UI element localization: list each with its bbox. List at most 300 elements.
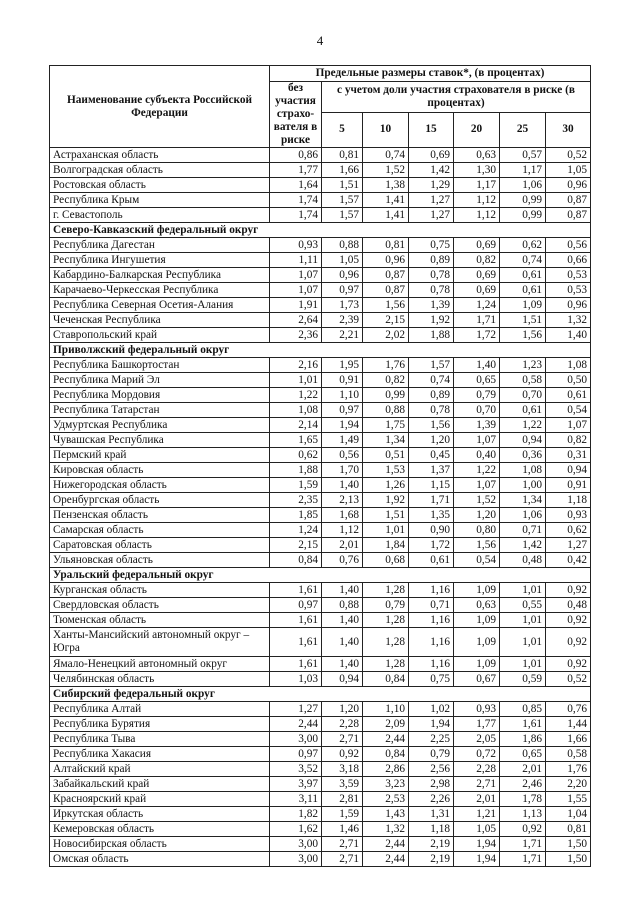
rate-value: 0,74 [363,148,409,163]
rate-value: 0,93 [546,508,591,523]
rate-value: 3,00 [270,732,322,747]
rate-value: 0,88 [322,598,363,613]
table-row [50,148,591,163]
rate-value: 0,36 [500,448,546,463]
rate-value: 0,93 [270,238,322,253]
region-name: Чеченская Республика [50,313,270,328]
table-row [50,672,591,687]
region-name: Пензенская область [50,508,270,523]
rate-value: 1,28 [363,613,409,628]
rate-value: 0,69 [454,283,500,298]
table-row [50,193,591,208]
region-name: Кемеровская область [50,822,270,837]
rate-value: 2,98 [409,777,454,792]
table-row [50,268,591,283]
rate-value: 0,59 [500,672,546,687]
rate-value: 0,58 [500,373,546,388]
rate-value: 1,28 [363,657,409,672]
rate-value: 1,09 [454,583,500,598]
rate-value: 2,20 [546,777,591,792]
district-name: Сибирский федеральный округ [50,687,591,702]
rate-value: 2,01 [500,762,546,777]
rate-value: 1,61 [270,613,322,628]
rate-value: 0,40 [454,448,500,463]
rate-value: 1,16 [409,583,454,598]
rate-value: 0,58 [546,747,591,762]
rate-value: 2,01 [454,792,500,807]
rate-value: 2,16 [270,358,322,373]
table-row [50,238,591,253]
rate-value: 0,92 [546,628,591,657]
region-name: Республика Башкортостан [50,358,270,373]
rate-value: 1,72 [409,538,454,553]
rate-value: 0,71 [409,598,454,613]
table-row [50,178,591,193]
rate-value: 1,61 [500,717,546,732]
rate-value: 1,22 [270,388,322,403]
rate-value: 1,12 [322,523,363,538]
header-pct: 25 [500,112,546,147]
header-pct: 10 [363,112,409,147]
table-row [50,433,591,448]
header-with-participation: с учетом доли участия страхователя в риске (в процентах) [322,82,591,113]
region-name: Нижегородская область [50,478,270,493]
region-name: Забайкальский край [50,777,270,792]
rate-value: 1,46 [322,822,363,837]
rate-value: 1,10 [322,388,363,403]
rate-value: 2,44 [363,732,409,747]
region-name: Республика Крым [50,193,270,208]
rate-value: 1,01 [500,613,546,628]
rate-value: 1,04 [546,807,591,822]
rate-value: 0,78 [409,283,454,298]
table-row [50,538,591,553]
table-row [50,852,591,867]
rate-value: 1,94 [454,852,500,867]
rate-value: 1,88 [409,328,454,343]
rate-value: 0,63 [454,598,500,613]
rate-value: 0,52 [546,148,591,163]
rate-value: 1,06 [500,508,546,523]
rate-value: 0,75 [409,238,454,253]
rate-value: 2,71 [454,777,500,792]
rate-value: 1,64 [270,178,322,193]
rate-value: 1,56 [363,298,409,313]
district-name: Уральский федеральный округ [50,568,591,583]
rate-value: 1,05 [322,253,363,268]
region-name: Республика Хакасия [50,747,270,762]
rate-value: 1,05 [454,822,500,837]
rate-value: 1,43 [363,807,409,822]
region-name: Новосибирская область [50,837,270,852]
region-name: Республика Северная Осетия-Алания [50,298,270,313]
rate-value: 0,48 [546,598,591,613]
rate-value: 1,72 [454,328,500,343]
rate-value: 1,40 [322,628,363,657]
rate-value: 1,17 [500,163,546,178]
rate-value: 1,71 [454,313,500,328]
rate-value: 1,70 [322,463,363,478]
rate-value: 0,68 [363,553,409,568]
region-name: Удмуртская Республика [50,418,270,433]
region-name: Республика Татарстан [50,403,270,418]
rate-value: 0,96 [322,268,363,283]
rate-value: 1,41 [363,208,409,223]
rate-value: 2,14 [270,418,322,433]
table-row [50,328,591,343]
rate-value: 1,84 [363,538,409,553]
region-name: Ханты-Мансийский автономный округ – Югра [50,628,270,657]
rate-value: 0,81 [363,238,409,253]
rate-value: 3,00 [270,837,322,852]
rate-value: 0,93 [454,702,500,717]
rate-value: 1,39 [409,298,454,313]
rate-value: 0,81 [322,148,363,163]
rate-value: 0,97 [322,283,363,298]
table-row [50,598,591,613]
rate-value: 2,15 [270,538,322,553]
table-row [50,777,591,792]
rate-value: 2,01 [322,538,363,553]
rate-value: 0,52 [546,672,591,687]
table-row [50,583,591,598]
rate-value: 1,16 [409,628,454,657]
table-row [50,478,591,493]
rate-value: 1,09 [454,613,500,628]
rate-value: 0,87 [546,193,591,208]
rate-value: 1,31 [409,807,454,822]
rate-value: 2,26 [409,792,454,807]
rate-value: 1,12 [454,208,500,223]
region-name: Астраханская область [50,148,270,163]
rate-value: 0,62 [546,523,591,538]
rate-value: 1,56 [409,418,454,433]
rate-value: 3,59 [322,777,363,792]
rate-value: 1,34 [363,433,409,448]
rate-value: 0,72 [454,747,500,762]
rate-value: 1,68 [322,508,363,523]
rate-value: 1,51 [322,178,363,193]
rate-value: 0,74 [409,373,454,388]
rate-value: 0,76 [322,553,363,568]
table-row [50,822,591,837]
region-name: Республика Алтай [50,702,270,717]
header-no-participation: без участия страхо-вателя в риске [270,82,322,148]
page-number: 4 [316,33,324,48]
rate-value: 1,85 [270,508,322,523]
rate-value: 2,09 [363,717,409,732]
table-row [50,403,591,418]
rate-value: 1,65 [270,433,322,448]
rate-value: 0,61 [500,268,546,283]
region-name: Оренбургская область [50,493,270,508]
rate-value: 1,27 [409,193,454,208]
rate-value: 2,53 [363,792,409,807]
rate-value: 1,20 [454,508,500,523]
region-name: Самарская область [50,523,270,538]
rate-value: 0,69 [454,268,500,283]
rate-value: 1,40 [322,613,363,628]
rate-value: 0,94 [500,433,546,448]
rate-value: 0,89 [409,253,454,268]
rate-value: 0,76 [546,702,591,717]
rate-value: 2,35 [270,493,322,508]
rate-value: 0,61 [500,403,546,418]
header-region-name: Наименование субъекта Российской Федерации [50,66,270,148]
rate-value: 0,70 [454,403,500,418]
table-row [50,373,591,388]
rate-value: 0,99 [500,193,546,208]
rate-value: 1,01 [500,628,546,657]
region-name: Свердловская область [50,598,270,613]
rate-value: 1,24 [454,298,500,313]
rate-value: 1,94 [322,418,363,433]
rate-value: 0,78 [409,403,454,418]
rate-value: 2,15 [363,313,409,328]
rate-value: 2,13 [322,493,363,508]
rate-value: 1,66 [546,732,591,747]
rate-value: 1,40 [546,328,591,343]
rate-value: 1,57 [322,208,363,223]
rate-value: 3,52 [270,762,322,777]
rate-value: 1,22 [500,418,546,433]
rate-value: 0,92 [546,583,591,598]
rate-value: 1,71 [409,493,454,508]
rate-value: 3,97 [270,777,322,792]
rate-value: 1,42 [500,538,546,553]
region-name: Республика Ингушетия [50,253,270,268]
rate-value: 0,61 [546,388,591,403]
rate-value: 3,00 [270,852,322,867]
rate-value: 0,97 [322,403,363,418]
rate-value: 2,71 [322,837,363,852]
table-row [50,163,591,178]
rate-value: 1,40 [322,583,363,598]
table-row [50,208,591,223]
region-name: Пермский край [50,448,270,463]
district-name: Северо-Кавказский федеральный округ [50,223,591,238]
table-row [50,448,591,463]
rate-value: 0,56 [322,448,363,463]
rate-value: 1,52 [363,163,409,178]
rate-value: 1,62 [270,822,322,837]
rate-value: 0,61 [409,553,454,568]
rate-value: 0,65 [500,747,546,762]
rate-value: 1,76 [363,358,409,373]
rate-value: 0,66 [546,253,591,268]
rate-value: 0,82 [454,253,500,268]
rate-value: 0,84 [363,672,409,687]
rate-value: 2,02 [363,328,409,343]
rate-value: 1,86 [500,732,546,747]
table-row [50,717,591,732]
table-row [50,523,591,538]
rate-value: 2,28 [322,717,363,732]
rate-value: 0,79 [409,747,454,762]
rate-value: 1,28 [363,583,409,598]
rate-value: 1,40 [322,657,363,672]
rate-value: 2,21 [322,328,363,343]
rate-value: 1,12 [454,193,500,208]
rate-value: 1,09 [454,657,500,672]
rate-value: 0,97 [270,747,322,762]
rate-value: 3,11 [270,792,322,807]
rate-value: 1,21 [454,807,500,822]
rate-value: 2,71 [322,732,363,747]
rate-value: 0,79 [454,388,500,403]
rate-value: 0,87 [546,208,591,223]
rate-value: 2,19 [409,852,454,867]
region-name: Курганская область [50,583,270,598]
rate-value: 1,27 [270,702,322,717]
district-name: Приволжский федеральный округ [50,343,591,358]
table-row [50,418,591,433]
rate-value: 2,05 [454,732,500,747]
table-row [50,493,591,508]
rate-value: 1,15 [409,478,454,493]
rate-value: 0,92 [546,657,591,672]
rate-value: 0,75 [409,672,454,687]
rate-value: 0,91 [322,373,363,388]
rate-value: 0,96 [546,298,591,313]
table-row [50,283,591,298]
rate-value: 0,99 [500,208,546,223]
rate-value: 1,88 [270,463,322,478]
rate-value: 2,44 [363,837,409,852]
rate-value: 1,08 [270,403,322,418]
rate-value: 0,69 [409,148,454,163]
table-row [50,553,591,568]
rate-value: 1,05 [546,163,591,178]
rate-value: 0,54 [454,553,500,568]
rate-value: 0,53 [546,283,591,298]
rate-value: 1,24 [270,523,322,538]
rate-value: 1,01 [270,373,322,388]
region-name: Республика Дагестан [50,238,270,253]
rate-value: 0,70 [500,388,546,403]
region-name: Кировская область [50,463,270,478]
rate-value: 1,07 [454,478,500,493]
rate-value: 1,56 [454,538,500,553]
rate-value: 0,81 [546,822,591,837]
rate-value: 2,46 [500,777,546,792]
rate-value: 0,88 [322,238,363,253]
rate-value: 0,51 [363,448,409,463]
rate-value: 1,59 [322,807,363,822]
rate-value: 1,35 [409,508,454,523]
rate-value: 0,78 [409,268,454,283]
region-name: Чувашская Республика [50,433,270,448]
district-header-row [50,568,591,583]
rate-value: 0,69 [454,238,500,253]
rate-value: 1,07 [546,418,591,433]
rate-value: 1,40 [322,478,363,493]
rate-value: 2,71 [322,852,363,867]
rate-value: 2,56 [409,762,454,777]
rate-value: 1,40 [454,358,500,373]
rate-value: 0,42 [546,553,591,568]
rate-value: 1,78 [500,792,546,807]
header-pct: 20 [454,112,500,147]
rate-value: 1,61 [270,583,322,598]
rate-value: 1,07 [270,283,322,298]
rate-value: 1,38 [363,178,409,193]
table-row [50,463,591,478]
region-name: Ульяновская область [50,553,270,568]
rate-value: 0,62 [500,238,546,253]
rate-value: 0,31 [546,448,591,463]
rate-value: 0,48 [500,553,546,568]
rate-value: 1,09 [500,298,546,313]
rate-value: 0,65 [454,373,500,388]
rate-value: 2,64 [270,313,322,328]
region-name: Иркутская область [50,807,270,822]
rate-value: 0,63 [454,148,500,163]
rate-value: 0,84 [270,553,322,568]
rate-value: 1,34 [500,493,546,508]
region-name: Алтайский край [50,762,270,777]
rate-value: 1,49 [322,433,363,448]
rate-value: 0,79 [363,598,409,613]
rate-value: 1,56 [500,328,546,343]
rate-value: 1,71 [500,837,546,852]
rate-value: 1,50 [546,837,591,852]
rate-value: 1,30 [454,163,500,178]
rate-value: 1,95 [322,358,363,373]
rate-value: 1,75 [363,418,409,433]
district-header-row [50,687,591,702]
rate-value: 0,57 [500,148,546,163]
rate-value: 1,16 [409,657,454,672]
rate-value: 0,91 [546,478,591,493]
rate-value: 1,57 [409,358,454,373]
rate-value: 1,11 [270,253,322,268]
rate-value: 0,45 [409,448,454,463]
rate-value: 1,18 [409,822,454,837]
rate-value: 0,71 [500,523,546,538]
rate-value: 1,17 [454,178,500,193]
rate-value: 1,61 [270,628,322,657]
rate-value: 0,87 [363,268,409,283]
rate-value: 1,39 [454,418,500,433]
rate-value: 1,02 [409,702,454,717]
rate-value: 1,42 [409,163,454,178]
rate-value: 1,61 [270,657,322,672]
rate-value: 3,18 [322,762,363,777]
rate-value: 1,32 [363,822,409,837]
rate-value: 1,73 [322,298,363,313]
rate-value: 0,74 [500,253,546,268]
table-row [50,837,591,852]
rate-value: 1,26 [363,478,409,493]
rate-value: 1,22 [454,463,500,478]
table-row [50,508,591,523]
region-name: Волгоградская область [50,163,270,178]
rate-value: 1,06 [500,178,546,193]
rate-value: 0,92 [322,747,363,762]
rate-value: 1,44 [546,717,591,732]
table-body [50,148,591,867]
rates-table [49,65,591,867]
rate-value: 1,01 [363,523,409,538]
region-name: Тюменская область [50,613,270,628]
rate-value: 2,28 [454,762,500,777]
rate-value: 1,18 [546,493,591,508]
table-row [50,358,591,373]
rate-value: 1,29 [409,178,454,193]
rate-value: 1,52 [454,493,500,508]
rate-value: 2,36 [270,328,322,343]
